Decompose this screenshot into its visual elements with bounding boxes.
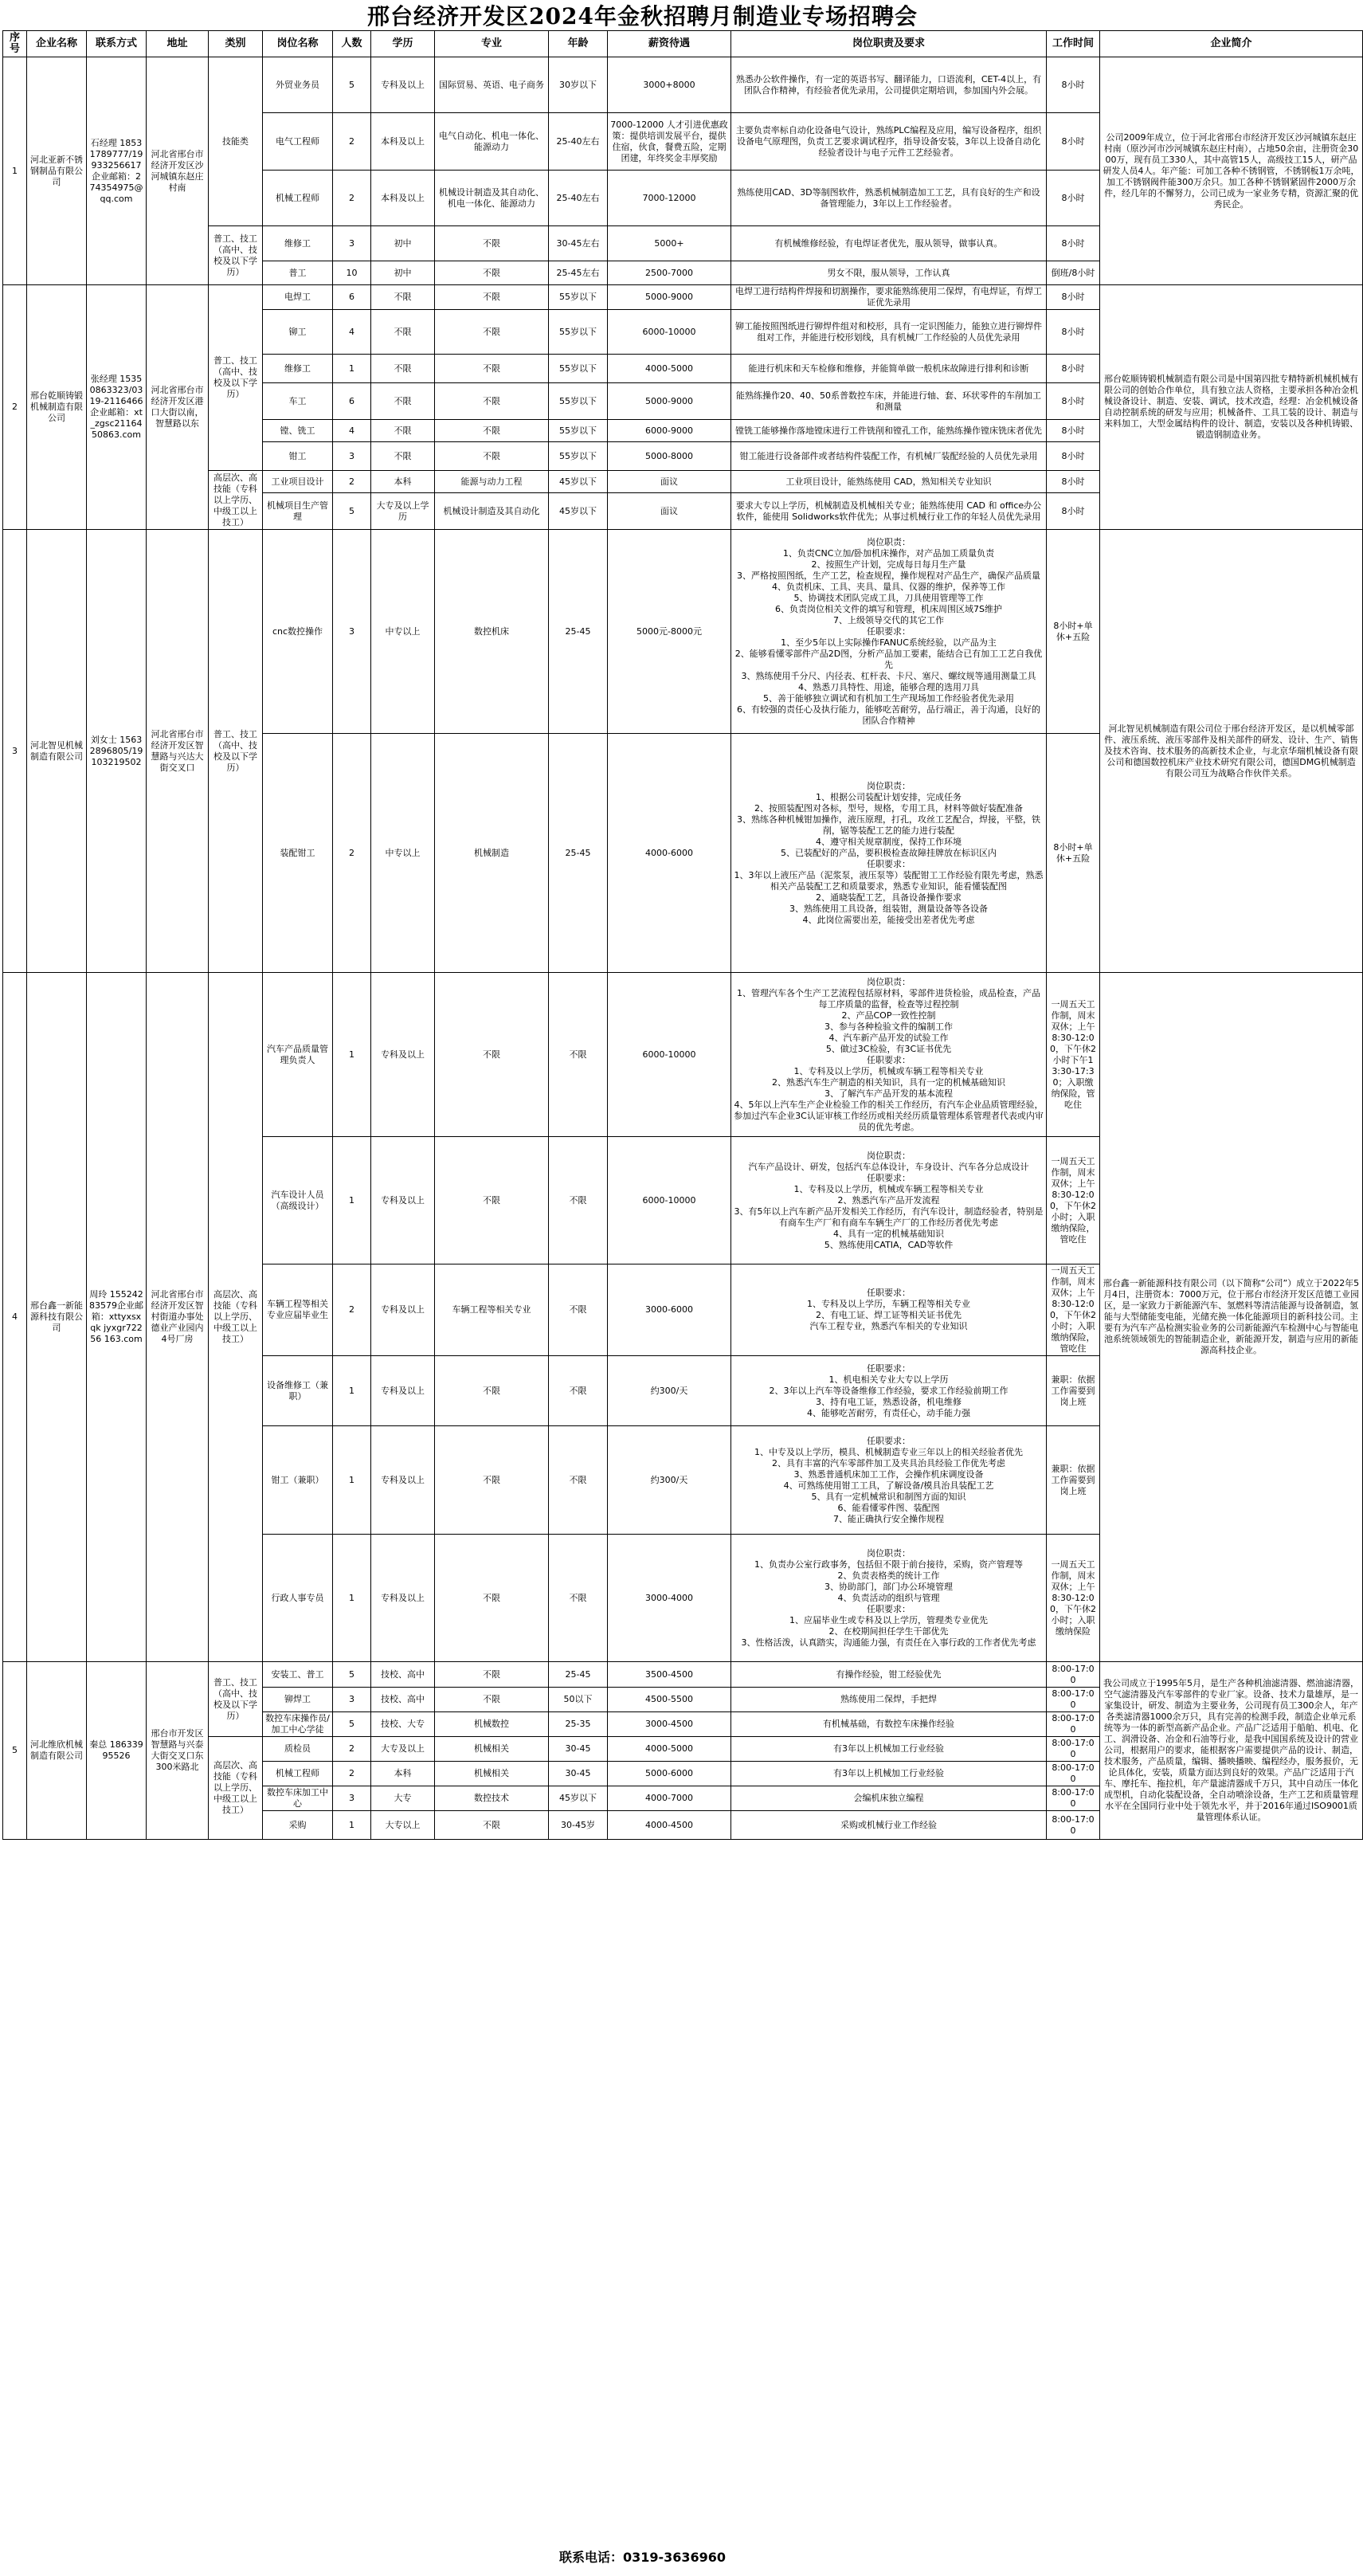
job-work-time: 兼职：依据工作需要到岗上班: [1047, 1356, 1100, 1426]
job-duties: 熟练使用二保焊，手把焊: [731, 1688, 1047, 1712]
company-address: 河北省邢台市经济开发区智慧路与兴达大街交叉口: [147, 530, 209, 973]
company-address: 河北省邢台市经济开发区智村街道办事处德业产业园内4号厂房: [147, 973, 209, 1662]
job-work-time: 8:00-17:00: [1047, 1688, 1100, 1712]
company-address: 河北省邢台市经济开发区沙河城镇东赵庄村南: [147, 57, 209, 285]
job-count: 5: [333, 1712, 371, 1737]
job-salary: 约300/天: [608, 1426, 731, 1535]
job-work-time: 8小时+单休+五险: [1047, 734, 1100, 973]
job-title: 汽车产品质量管理负责人: [263, 973, 333, 1137]
job-work-time: 兼职：依据工作需要到岗上班: [1047, 1426, 1100, 1535]
job-title: 维修工: [263, 355, 333, 383]
job-salary: 3000-4000: [608, 1535, 731, 1662]
job-work-time: 8:00-17:00: [1047, 1786, 1100, 1811]
job-education: 专科及以上: [371, 1356, 435, 1426]
job-major: 国际贸易、英语、电子商务: [435, 57, 549, 113]
company-contact: 刘女士 15632896805/19103219502: [87, 530, 147, 973]
job-title: cnc数控操作: [263, 530, 333, 734]
job-duties: 熟练使用CAD、3D等制图软件，熟悉机械制造加工工艺，具有良好的生产和设备管理能力，3年以上工作经验者。: [731, 171, 1047, 226]
company-intro: 邢台鑫一新能源科技有限公司（以下简称“公司”）成立于2022年5月4日，注册资本：7000万元，位于邢台市经济开发区范德工业园区，是一家致力于新能源汽车、氢燃料等清洁能源与设备制造，氢能与大型储能变电能，光储充换一体化能源项目的新科技公司。主要有为汽车产品检测实验业务的公司新能源汽车检测中心与智能电池系统领域领先的智能制造企业，新能源开发，制造与应用的新能源高科技企业。: [1100, 973, 1363, 1662]
job-duties: 岗位职责： 汽车产品设计、研发，包括汽车总体设计，车身设计、汽车各分总成设计 任职要求： 1、专科及以上学历，机械或车辆工程等相关专业 2、熟悉汽车产品开发流程 3、有5年以上汽车新产品开发相关工作经历，有汽车设计，制造经验者，特别是有商车生产厂和有商车车辆生产厂的工作经历者优先考虑 4、具有一定的机械基础知识 5、熟练使用CATIA，CAD等软件: [731, 1137, 1047, 1264]
company-address: 邢台市开发区智慧路与兴泰大街交叉口东300米路北: [147, 1662, 209, 1840]
job-title: 钳工: [263, 442, 333, 471]
job-education: 本科: [371, 1762, 435, 1786]
job-salary: 6000-10000: [608, 310, 731, 355]
job-count: 1: [333, 1426, 371, 1535]
job-salary: 面议: [608, 493, 731, 530]
table-header-row: [3, 31, 1363, 57]
job-work-time: 8小时: [1047, 471, 1100, 493]
job-count: 3: [333, 442, 371, 471]
job-title: 维修工: [263, 226, 333, 261]
job-count: 3: [333, 530, 371, 734]
job-salary: 3000-4500: [608, 1712, 731, 1737]
job-major: 不限: [435, 310, 549, 355]
job-major: 机械相关: [435, 1737, 549, 1762]
job-salary: 6000-9000: [608, 420, 731, 442]
job-age: 55岁以下: [549, 442, 608, 471]
job-title: 采购: [263, 1811, 333, 1840]
job-count: 2: [333, 113, 371, 171]
job-salary: 5000+: [608, 226, 731, 261]
job-title: 镗、铣工: [263, 420, 333, 442]
job-duties: 铆工能按照图纸进行铆焊件组对和校形，具有一定识图能力，能独立进行铆焊件组对工作，并能进行校形划线，具有机械厂工作经验的人员优先录用: [731, 310, 1047, 355]
company-name: 河北亚新不锈钢制品有限公司: [27, 57, 87, 285]
job-duties: 会编机床独立编程: [731, 1786, 1047, 1811]
job-salary: 4000-7000: [608, 1786, 731, 1811]
job-count: 2: [333, 734, 371, 973]
job-count: 4: [333, 310, 371, 355]
job-education: 专科及以上: [371, 973, 435, 1137]
company-intro: 我公司成立于1995年5月，是生产各种机油滤清器、燃油滤清器，空气滤清器及汽车零部件的专业厂家。设备、技术力量雄厚，是一家集设计，研发、制造为主要业务，公司现有员工300余人，年产各类滤清器1000余万只，具有完善的检测手段，制造企业单元系统等为一体的新型高新产品企业。产品广泛适用于船舶、机电、化工、润滑设备、冶金和石油等行业，是我中国国系统及设计的营业公司，根据用户的要求，能根据客户需要提供产品的设计、制造，技术服务，产品质量，编辑、播映播映、编程经办，服务报价，无论具体化，安装，质量方面达到良好的效果。产品广泛适用于汽车、摩托车、拖拉机，年产量滤清器成千万只，其中自动压一体化成型机，自动化装配设备，全自动喷涂设备，生产工艺和质量管理水平在全国同行业中处于领先水平，并于2016年通过ISO9001质量管理体系认证。: [1100, 1662, 1363, 1840]
job-education: 本科及以上: [371, 171, 435, 226]
job-age: 25-45: [549, 530, 608, 734]
job-salary: 2500-7000: [608, 261, 731, 285]
job-salary: 4500-5500: [608, 1688, 731, 1712]
table-row: [3, 57, 1363, 113]
job-duties: 要求大专以上学历，机械制造及机械相关专业；能熟练使用 CAD 和 office办公软件，能使用 Solidworks软件优先；从事过机械行业工作的年轻人员优先录用: [731, 493, 1047, 530]
job-salary: 5000元-8000元: [608, 530, 731, 734]
job-duties: 有操作经验，钳工经验优先: [731, 1662, 1047, 1688]
job-duties: 有3年以上机械加工行业经验: [731, 1762, 1047, 1786]
job-title: 普工: [263, 261, 333, 285]
job-title: 数控车床加工中心: [263, 1786, 333, 1811]
job-age: 25-40左右: [549, 171, 608, 226]
job-age: 25-35: [549, 1712, 608, 1737]
job-education: 初中: [371, 226, 435, 261]
job-duties: 熟悉办公软件操作，有一定的英语书写、翻译能力，口语流利，CET-4以上，有团队合作精神，有经验者优先录用，公司提供定期培训，参加国内外会展。: [731, 57, 1047, 113]
job-work-time: 8:00-17:00: [1047, 1811, 1100, 1840]
job-age: 25-45左右: [549, 261, 608, 285]
job-major: 不限: [435, 1426, 549, 1535]
job-count: 2: [333, 471, 371, 493]
job-category: 高层次、高技能（专科以上学历、中级工以上技工）: [209, 973, 263, 1662]
job-education: 专科及以上: [371, 1137, 435, 1264]
company-seq: 3: [3, 530, 27, 973]
job-salary: 7000-12000: [608, 171, 731, 226]
job-age: 30-45岁: [549, 1811, 608, 1840]
job-education: 不限: [371, 310, 435, 355]
job-count: 1: [333, 1811, 371, 1840]
company-name: 河北智见机械制造有限公司: [27, 530, 87, 973]
job-education: 不限: [371, 420, 435, 442]
job-count: 5: [333, 57, 371, 113]
job-work-time: 8小时: [1047, 57, 1100, 113]
job-duties: 工业项目设计，能熟练使用 CAD，熟知相关专业知识: [731, 471, 1047, 493]
job-work-time: 一周五天工作制，周末双休；上午8:30-12:00，下午休2小时；入职缴纳保险，管吃住: [1047, 1137, 1100, 1264]
job-category: 高层次、高技能（专科以上学历、中级工以上技工）: [209, 471, 263, 530]
job-count: 3: [333, 1688, 371, 1712]
job-education: 不限: [371, 383, 435, 420]
job-age: 不限: [549, 1137, 608, 1264]
job-education: 专科及以上: [371, 57, 435, 113]
job-title: 工业项目设计: [263, 471, 333, 493]
job-salary: 5000-8000: [608, 442, 731, 471]
job-work-time: 8小时: [1047, 285, 1100, 310]
job-salary: 5000-9000: [608, 383, 731, 420]
job-duties: 岗位职责： 1、负责办公室行政事务，包括但不限于前台接待，采购，资产管理等 2、负责表格类的统计工作 3、协助部门，部门办公环境管理 4、负责活动的组织与管理 任职要求： 1、应届毕业生或专科及以上学历，管理类专业优先 2、在校期间担任学生干部优先 3、性格活泼，认真踏实，沟通能力强，有责任在入事行政的工作者优先考虑: [731, 1535, 1047, 1662]
header-cell: 学历: [371, 31, 435, 57]
job-age: 55岁以下: [549, 420, 608, 442]
job-education: 技校、大专: [371, 1712, 435, 1737]
job-education: 技校、高中: [371, 1688, 435, 1712]
job-age: 45岁以下: [549, 471, 608, 493]
job-work-time: 倒班/8小时: [1047, 261, 1100, 285]
job-title: 钳工（兼职）: [263, 1426, 333, 1535]
header-cell: 年龄: [549, 31, 608, 57]
job-education: 不限: [371, 285, 435, 310]
job-category: 普工、技工（高中、技校及以下学历）: [209, 226, 263, 285]
job-salary: 约300/天: [608, 1356, 731, 1426]
job-count: 2: [333, 1264, 371, 1356]
job-count: 6: [333, 383, 371, 420]
job-age: 25-45: [549, 1662, 608, 1688]
company-seq: 4: [3, 973, 27, 1662]
header-cell: 人数: [333, 31, 371, 57]
job-count: 4: [333, 420, 371, 442]
job-age: 30-45: [549, 1762, 608, 1786]
company-intro: 公司2009年成立，位于河北省邢台市经济开发区沙河城镇东赵庄村南（原沙河市沙河城镇东赵庄村南），占地50余亩，注册资金3000万，现有员工330人，其中高管15人，高级技工15人，研产品研发人员4人。年产能：可加工各种不锈钢管，不锈钢板1万余吨，加工不锈钢阀件能300万余只。加工各种不锈钢紧固件2000万余件，经几年的不懈努力，公司已成为一家业务专精，资源汇聚的优秀民企。: [1100, 57, 1363, 285]
job-major: 不限: [435, 1535, 549, 1662]
job-title: 数控车床操作员/加工中心学徒: [263, 1712, 333, 1737]
job-age: 45岁以下: [549, 1786, 608, 1811]
job-major: 机械设计制造及其自动化: [435, 493, 549, 530]
header-cell: 薪资待遇: [608, 31, 731, 57]
company-address: 河北省邢台市经济开发区港口大街以南，智慧路以东: [147, 285, 209, 530]
job-age: 50以下: [549, 1688, 608, 1712]
job-salary: 6000-10000: [608, 973, 731, 1137]
job-category: 普工、技工（高中、技校及以下学历）: [209, 530, 263, 973]
job-education: 本科及以上: [371, 113, 435, 171]
job-major: 机械相关: [435, 1762, 549, 1786]
job-duties: 电焊工进行结构件焊接和切割操作，要求能熟练使用二保焊，有电焊证，有焊工证优先录用: [731, 285, 1047, 310]
job-title: 外贸业务员: [263, 57, 333, 113]
header-cell: 企业简介: [1100, 31, 1363, 57]
company-contact: 周玲 15524283579企业邮箱：xttyxsxqk jyxgr72256 163.com: [87, 973, 147, 1662]
job-major: 能源与动力工程: [435, 471, 549, 493]
job-duties: 主要负责率标自动化设备电气设计，熟练PLC编程及应用，编写设备程序，组织设备电气原理图，负责工艺要求调试程序，指导设备安装，3年以上设备自动化经验者设计与电子元件工艺经验者。: [731, 113, 1047, 171]
job-age: 30-45左右: [549, 226, 608, 261]
company-contact: 秦总 18633995526: [87, 1662, 147, 1840]
job-age: 不限: [549, 1356, 608, 1426]
header-cell: 企业名称: [27, 31, 87, 57]
header-cell: 地址: [147, 31, 209, 57]
job-title: 铆工: [263, 310, 333, 355]
job-title: 质检员: [263, 1737, 333, 1762]
job-count: 6: [333, 285, 371, 310]
job-count: 1: [333, 1535, 371, 1662]
job-count: 5: [333, 1662, 371, 1688]
job-duties: 采购或机械行业工作经验: [731, 1811, 1047, 1840]
company-seq: 5: [3, 1662, 27, 1840]
job-duties: 有机械维修经验，有电焊证者优先，服从领导，做事认真。: [731, 226, 1047, 261]
job-education: 大专及以上学历: [371, 493, 435, 530]
job-work-time: 一周五天工作制，周末双休；上午8:30-12:00，下午休2小时；入职缴纳保险，管吃住: [1047, 1264, 1100, 1356]
job-salary: 3000-6000: [608, 1264, 731, 1356]
page-title: 邢台经济开发区2024年金秋招聘月制造业专场招聘会: [367, 3, 918, 29]
job-major: 不限: [435, 1811, 549, 1840]
job-work-time: 8:00-17:00: [1047, 1662, 1100, 1688]
job-salary: 4000-4500: [608, 1811, 731, 1840]
job-duties: 镗铣工能够操作落地镗床进行工件铣削和镗孔工作，能熟练操作镗床铣床者优先: [731, 420, 1047, 442]
job-education: 不限: [371, 442, 435, 471]
header-cell: 专业: [435, 31, 549, 57]
job-major: 车辆工程等相关专业: [435, 1264, 549, 1356]
job-salary: 5000-6000: [608, 1762, 731, 1786]
job-work-time: 8小时: [1047, 113, 1100, 171]
job-duties: 任职要求： 1、中专及以上学历，模具、机械制造专业三年以上的相关经验者优先 2、具有丰富的汽车零部件加工及夹具治具经验工作优先考虑 3、熟悉普通机床加工工作，会操作机床调度设备 4、可熟练使用钳工工具，了解设备/模具治具装配工艺 5、具有一定机械常识和制图方面的知识 6、能看懂零件图、装配图 7、能正确执行安全操作规程: [731, 1426, 1047, 1535]
company-intro: 河北智见机械制造有限公司位于邢台经济开发区，是以机械零部件、液压系统、液压零部件及相关部件的研发、设计、生产、销售及技术咨询、技术服务的高新技术企业，与北京华瑞机械设备有限公司和德国数控机床产业技术研究有限公司，德国DMG机械制造有限公司互为战略合作伙伴关系。: [1100, 530, 1363, 973]
job-major: 不限: [435, 1688, 549, 1712]
job-major: 机械设计制造及其自动化、机电一体化、能源动力: [435, 171, 549, 226]
job-salary: 3500-4500: [608, 1662, 731, 1688]
job-title: 电气工程师: [263, 113, 333, 171]
contact-phone: 联系电话：0319-3636960: [558, 2550, 727, 2565]
job-major: 不限: [435, 1137, 549, 1264]
table-row: [3, 285, 1363, 310]
job-major: 不限: [435, 1356, 549, 1426]
job-duties: 有3年以上机械加工行业经验: [731, 1737, 1047, 1762]
job-work-time: 8小时: [1047, 171, 1100, 226]
job-major: 不限: [435, 973, 549, 1137]
job-duties: 能进行机床和天车检修和维修，并能简单做一般机床故障进行排利和诊断: [731, 355, 1047, 383]
job-salary: 4000-5000: [608, 1737, 731, 1762]
table-row: [3, 973, 1363, 1137]
header-cell: 类别: [209, 31, 263, 57]
company-contact: 石经理 18531789777/19933256617企业邮箱：274354975@qq.com: [87, 57, 147, 285]
job-work-time: 8:00-17:00: [1047, 1762, 1100, 1786]
job-major: 不限: [435, 285, 549, 310]
job-salary: 6000-10000: [608, 1137, 731, 1264]
job-work-time: 8小时: [1047, 383, 1100, 420]
job-count: 10: [333, 261, 371, 285]
job-count: 1: [333, 973, 371, 1137]
job-work-time: 8小时+单休+五险: [1047, 530, 1100, 734]
job-education: 本科: [371, 471, 435, 493]
company-intro: 邢台乾顺铸锻机械制造有限公司是中国第四批专精特新机械机械有限公司的创始合作单位，具有独立法人资格，主要承担各种冶金机械设备设计、制造、安装、调试，技术改造，经理：冶金机械设备自动控制系统的研发与应用；机械备件、工具工装的设计、制造与来料加工，大型金属结构件的设计、制造，安装以及各种机铸锻、锻造钢制造业务。: [1100, 285, 1363, 530]
header-cell: 序号: [3, 31, 27, 57]
job-duties: 任职要求： 1、专科及以上学历，车辆工程等相关专业 2、有电工证、焊工证等相关证书优先 汽车工程专业，熟悉汽车相关的专业知识: [731, 1264, 1047, 1356]
job-duties: 任职要求： 1、机电相关专业大专以上学历 2、3年以上汽车等设备维修工作经验，要求工作经验前期工作 3、持有电工证，熟悉设备，机电维修 4、能够吃苦耐劳，有责任心，动手能力强: [731, 1356, 1047, 1426]
job-work-time: 一周五天工作制，周末双休；上午8:30-12:00，下午休2小时；入职缴纳保险: [1047, 1535, 1100, 1662]
job-work-time: 一周五天工作制，周末双休；上午8:30-12:00，下午休2小时下午13:30-17:30；入职缴纳保险，管吃住: [1047, 973, 1100, 1137]
job-education: 大专以上: [371, 1811, 435, 1840]
job-major: 不限: [435, 261, 549, 285]
job-age: 30岁以下: [549, 57, 608, 113]
job-major: 数控技术: [435, 1786, 549, 1811]
job-count: 3: [333, 226, 371, 261]
table-body: [3, 57, 1363, 1840]
header-cell: 岗位职责及要求: [731, 31, 1047, 57]
header-cell: 岗位名称: [263, 31, 333, 57]
job-education: 大专及以上: [371, 1737, 435, 1762]
company-contact: 张经理 15350863323/0319-2116466企业邮箱：xt_zgsc2116450863.com: [87, 285, 147, 530]
job-count: 1: [333, 1137, 371, 1264]
job-count: 1: [333, 1356, 371, 1426]
job-salary: 5000-9000: [608, 285, 731, 310]
company-seq: 2: [3, 285, 27, 530]
job-education: 大专: [371, 1786, 435, 1811]
header-cell: 工作时间: [1047, 31, 1100, 57]
job-work-time: 8小时: [1047, 226, 1100, 261]
job-count: 2: [333, 171, 371, 226]
job-age: 25-45: [549, 734, 608, 973]
job-category: 技能类: [209, 57, 263, 226]
job-title: 机械工程师: [263, 1762, 333, 1786]
job-major: 不限: [435, 355, 549, 383]
table-row: [3, 530, 1363, 734]
job-age: 55岁以下: [549, 310, 608, 355]
job-title: 装配钳工: [263, 734, 333, 973]
job-age: 不限: [549, 1264, 608, 1356]
job-title: 设备维修工（兼职）: [263, 1356, 333, 1426]
company-name: 河北维欣机械制造有限公司: [27, 1662, 87, 1840]
job-major: 不限: [435, 226, 549, 261]
job-major: 电气自动化、机电一体化、能源动力: [435, 113, 549, 171]
job-salary: 7000-12000 人才引进优惠政策：提供培训发展平台，提供住宿，伙食，餐费五险，定期团建，年终奖金丰厚奖励: [608, 113, 731, 171]
job-duties: 能熟练操作20、40、50系普数控车床，并能进行轴、套、环状零件的车削加工和测量: [731, 383, 1047, 420]
job-work-time: 8小时: [1047, 493, 1100, 530]
job-education: 初中: [371, 261, 435, 285]
job-education: 专科及以上: [371, 1264, 435, 1356]
job-salary: 面议: [608, 471, 731, 493]
job-category: 高层次、高技能（专科以上学历、中级工以上技工）: [209, 1737, 263, 1840]
job-title: 车辆工程等相关专业应届毕业生: [263, 1264, 333, 1356]
job-education: 专科及以上: [371, 1535, 435, 1662]
job-duties: 岗位职责： 1、根据公司装配计划安排，完成任务 2、按照装配图对各标，型号，规格，专用工具，材料等做好装配准备 3、熟练各种机械钳加操作，液压原理，打孔，攻丝工艺配合，焊接，平整，铁削，锯等装配工艺的能力进行装配 4、遵守相关规章制度，保持工作环境 5、已装配好的产品，要积极检查故障挂牌放在标识区内 任职要求： 1、3年以上液压产品（泥浆泵，液压泵等）装配钳工工作经验有限先考虑，熟悉相关产品装配工艺和质量要求，熟悉专业知识，能看懂装配图 2、通晓装配工艺，具备设备操作要求 3、熟练使用工具设备，组装钳，测量设备等各设备 4、此岗位需要出差，能接受出差者优先考虑: [731, 734, 1047, 973]
job-salary: 4000-6000: [608, 734, 731, 973]
job-education: 中专以上: [371, 530, 435, 734]
job-major: 不限: [435, 442, 549, 471]
job-count: 3: [333, 1786, 371, 1811]
job-work-time: 8小时: [1047, 310, 1100, 355]
job-count: 1: [333, 355, 371, 383]
job-count: 2: [333, 1737, 371, 1762]
job-age: 55岁以下: [549, 383, 608, 420]
job-age: 不限: [549, 1426, 608, 1535]
job-education: 技校、高中: [371, 1662, 435, 1688]
job-category: 普工、技工（高中、技校及以下学历）: [209, 1662, 263, 1737]
job-table: [2, 30, 1363, 1840]
job-salary: 3000+8000: [608, 57, 731, 113]
job-age: 不限: [549, 973, 608, 1137]
job-title: 汽车设计人员（高级设计）: [263, 1137, 333, 1264]
job-education: 中专以上: [371, 734, 435, 973]
job-age: 25-40左右: [549, 113, 608, 171]
company-name: 邢台乾顺铸锻机械制造有限公司: [27, 285, 87, 530]
job-duties: 岗位职责： 1、负责CNC立加/卧加机床操作，对产品加工质量负责 2、按照生产计划，完成每日每月生产量 3、严格按照图纸，生产工艺，检查规程，操作规程对产品生产，确保产品质量 4、负责机床、工具、夹具、量具、仪器的维护，保养等工作 5、协调技术团队完成工具，刀具使用管理等工作 6、负责岗位相关文件的填写和管理，机床周围区域7S维护 7、上级领导交代的其它工作 任职要求： 1、至少5年以上实际操作FANUC系统经验，以产品为主 2、能够看懂零部件产品2D图，分析产品加工要素，能结合已有加工工艺自我优先 3、熟练使用千分尺、内径表、杠杆表、卡尺、塞尺、螺纹规等通用测量工具 4、熟悉刀具特性、用途，能够合理的选用刀具 5、善于能够独立调试和有机加工生产现场加工作经验者优先录用 6、有较强的责任心及执行能力，能够吃苦耐劳，品行端正，善于沟通，良好的团队合作精神: [731, 530, 1047, 734]
job-age: 45岁以下: [549, 493, 608, 530]
job-duties: 钳工能进行设备部件或者结构件装配工作，有机械厂装配经验的人员优先录用: [731, 442, 1047, 471]
company-name: 邢台鑫一新能源科技有限公司: [27, 973, 87, 1662]
job-salary: 4000-5000: [608, 355, 731, 383]
job-title: 车工: [263, 383, 333, 420]
job-title: 机械项目生产管理: [263, 493, 333, 530]
company-seq: 1: [3, 57, 27, 285]
job-major: 机械数控: [435, 1712, 549, 1737]
job-work-time: 8小时: [1047, 355, 1100, 383]
job-title: 电焊工: [263, 285, 333, 310]
job-age: 30-45: [549, 1737, 608, 1762]
job-count: 5: [333, 493, 371, 530]
table-row: [3, 1662, 1363, 1688]
job-education: 专科及以上: [371, 1426, 435, 1535]
job-major: 不限: [435, 383, 549, 420]
header-cell: 联系方式: [87, 31, 147, 57]
job-count: 2: [333, 1762, 371, 1786]
job-major: 不限: [435, 420, 549, 442]
job-category: 普工、技工（高中、技校及以下学历）: [209, 285, 263, 471]
job-work-time: 8小时: [1047, 442, 1100, 471]
job-duties: 有机械基础，有数控车床操作经验: [731, 1712, 1047, 1737]
job-work-time: 8小时: [1047, 420, 1100, 442]
job-title: 机械工程师: [263, 171, 333, 226]
job-title: 行政人事专员: [263, 1535, 333, 1662]
job-education: 不限: [371, 355, 435, 383]
job-age: 不限: [549, 1535, 608, 1662]
job-work-time: 8:00-17:00: [1047, 1737, 1100, 1762]
job-age: 55岁以下: [549, 285, 608, 310]
job-work-time: 8:00-17:00: [1047, 1712, 1100, 1737]
job-title: 安装工、普工: [263, 1662, 333, 1688]
job-title: 铆焊工: [263, 1688, 333, 1712]
job-major: 不限: [435, 1662, 549, 1688]
job-major: 数控机床: [435, 530, 549, 734]
job-duties: 岗位职责： 1、管理汽车各个生产工艺流程包括原材料，零部件进货检验，成品检查，产品每工序质量的监督，检查等过程控制 2、产品COP一致性控制 3、参与各种检验文件的编制工作 4、汽车新产品开发的试验工作 5、做过3C检验，有3C证书优先 任职要求： 1、专科及以上学历，机械或车辆工程等相关专业 2、熟悉汽车生产制造的相关知识，具有一定的机械基础知识 3、了解汽车产品开发的基本流程 4、5年以上汽车生产企业检验工作的相关工作经历，有汽车企业品质管理经验，参加过汽车企业3C认证审核工作经历或相关经历质量管理体系管理者代表或内审员的优先考虑。: [731, 973, 1047, 1137]
job-duties: 男女不限，服从领导，工作认真: [731, 261, 1047, 285]
job-age: 55岁以下: [549, 355, 608, 383]
job-major: 机械制造: [435, 734, 549, 973]
